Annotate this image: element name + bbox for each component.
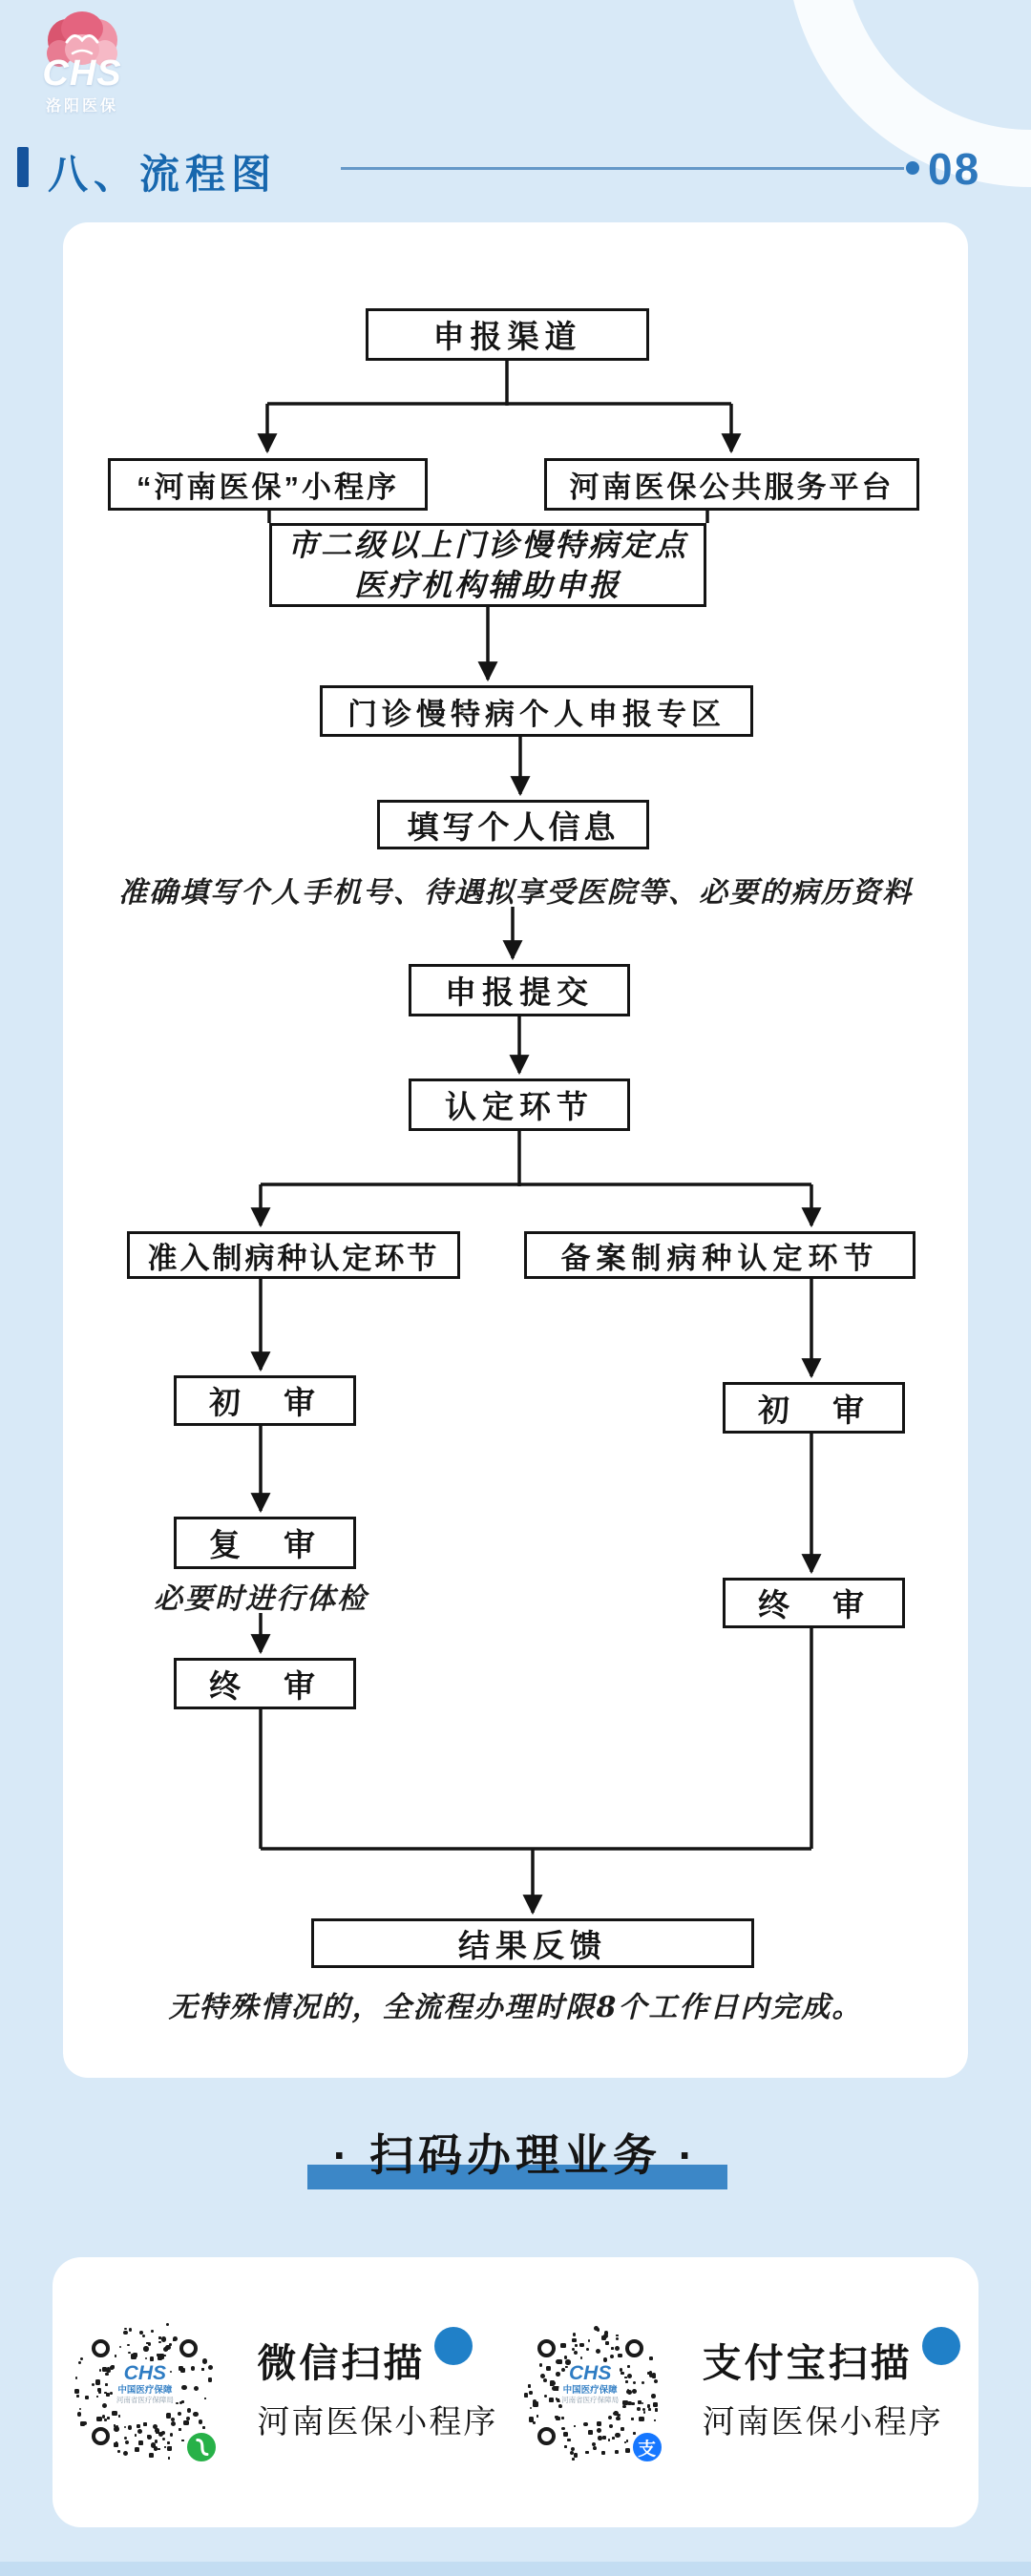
qr-eye-icon	[625, 2339, 643, 2357]
alipay-qr-item	[516, 2318, 960, 2466]
flow-node-fill-info: 填写个人信息	[377, 800, 649, 849]
flow-node-right-final-review: 终 审	[723, 1578, 905, 1628]
alipay-icon: 支	[630, 2430, 664, 2464]
alipay-scan-subtitle: 河南医保小程序	[702, 2404, 943, 2440]
page-number: 08	[928, 144, 981, 194]
alipay-qr-code	[516, 2318, 664, 2466]
flow-node-start: 申报渠道	[366, 308, 649, 361]
alipay-scan-title: 支付宝扫描	[702, 2341, 913, 2385]
flowchart-card	[63, 222, 968, 2078]
wechat-scan-subtitle: 河南医保小程序	[257, 2404, 498, 2440]
flow-node-personal-zone: 门诊慢特病个人申报专区	[320, 685, 753, 737]
scan-heading	[0, 2121, 1031, 2193]
fill-info-note: 准确填写个人手机号、待遇拟享受医院等、必要的病历资料	[118, 876, 913, 910]
flow-node-result: 结果反馈	[311, 1918, 754, 1968]
section-title-bar	[17, 147, 29, 187]
qr-chs-text: CHS	[123, 2362, 166, 2384]
qr-org-text: 中国医疗保障	[562, 2385, 618, 2396]
flow-node-right-first-review: 初 审	[723, 1382, 905, 1434]
section-divider-line	[341, 167, 904, 170]
qr-center-logo	[558, 2362, 622, 2421]
blue-dot-decor	[922, 2327, 960, 2365]
flow-node-channel-miniprogram: “河南医保”小程序	[108, 458, 428, 511]
qr-org-text: 中国医疗保障	[117, 2385, 173, 2396]
qr-eye-icon	[537, 2427, 556, 2445]
flow-node-branch-admission: 准入制病种认定环节	[127, 1231, 460, 1279]
assist-line2: 医疗机构辅助申报	[353, 567, 621, 603]
flow-node-submit: 申报提交	[409, 964, 630, 1016]
flow-node-channel-platform: 河南医保公共服务平台	[544, 458, 919, 511]
qr-eye-icon	[537, 2339, 556, 2357]
logo-org-name: 洛阳医保	[45, 98, 118, 115]
flow-node-branch-filing: 备案制病种认定环节	[524, 1231, 915, 1279]
flow-node-determine: 认定环节	[409, 1079, 630, 1131]
flow-node-left-second-review: 复 审	[174, 1517, 356, 1569]
flow-node-left-first-review: 初 审	[174, 1375, 356, 1426]
result-note: 无特殊情况的，全流程办理时限8个工作日内完成。	[168, 1991, 863, 2024]
qr-center-logo	[113, 2362, 177, 2421]
qr-bureau-text: 河南省医疗保障局	[561, 2396, 620, 2404]
physical-exam-note: 必要时进行体检	[154, 1582, 368, 1616]
logo-text: CHS	[42, 53, 122, 94]
assist-line1: 市二级以上门诊慢特病定点	[286, 527, 688, 563]
wechat-scan-title: 微信扫描	[257, 2341, 426, 2385]
chs-logo	[27, 6, 137, 113]
qr-bureau-text: 河南省医疗保障局	[116, 2396, 174, 2404]
qr-chs-text: CHS	[568, 2362, 612, 2384]
flow-node-left-final-review: 终 审	[174, 1658, 356, 1709]
wechat-qr-code	[71, 2318, 219, 2466]
scan-heading-text: · 扫码办理业务 ·	[332, 2130, 699, 2180]
qr-card	[53, 2257, 978, 2527]
divider-end-dot	[906, 161, 919, 175]
flow-node-assist	[269, 523, 706, 607]
decor-ring	[787, 0, 1031, 187]
footer-strip	[0, 2562, 1031, 2576]
wechat-qr-item	[71, 2318, 497, 2466]
section-title: 八、流程图	[48, 152, 278, 197]
blue-dot-decor	[434, 2327, 473, 2365]
